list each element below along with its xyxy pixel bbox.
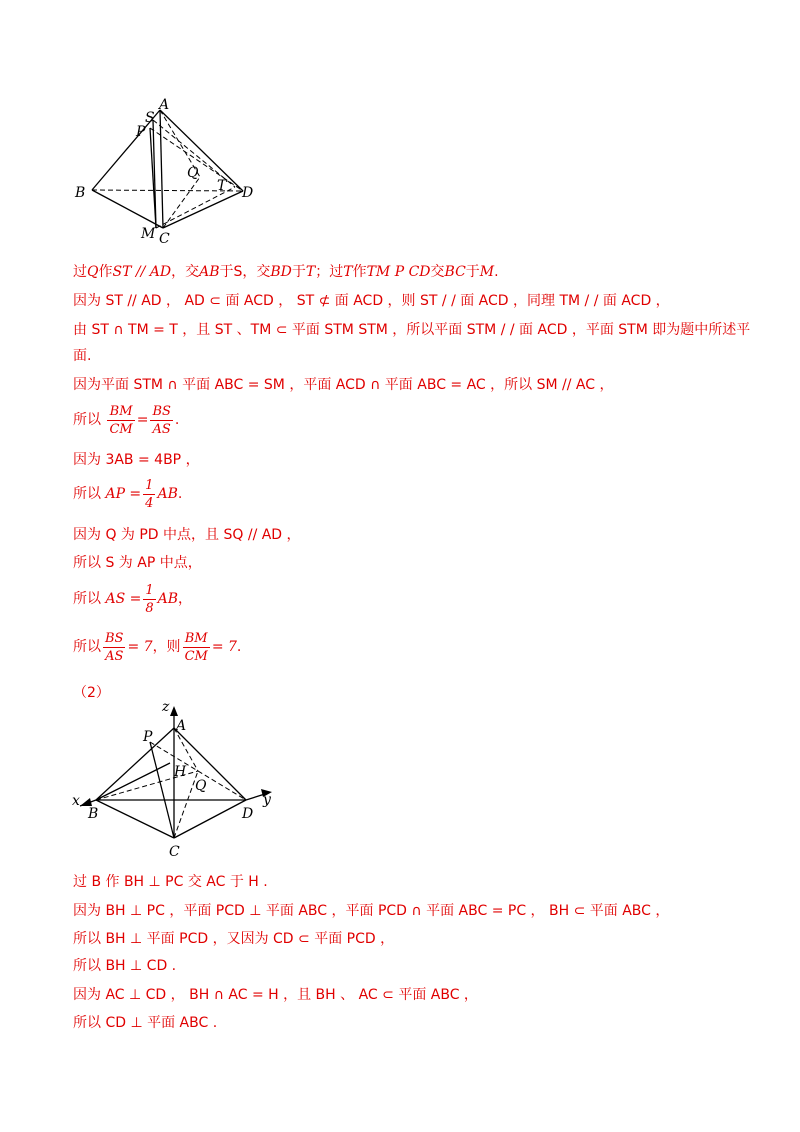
fig1-label-p: P: [136, 124, 146, 140]
fig1-label-c: C: [159, 231, 170, 247]
part2-line-5: 因为 AC ⊥ CD ， BH ∩ AC = H ，且 BH 、 AC ⊂ 平面 ABC ，: [73, 987, 478, 1003]
fig2-label-b: B: [88, 806, 99, 822]
text: .: [177, 486, 183, 502]
fraction: [143, 477, 155, 512]
fig2-label-q: Q: [195, 778, 207, 794]
math: M: [479, 264, 495, 280]
fig2-label-a: A: [176, 718, 187, 734]
math: AB: [157, 486, 178, 502]
figure-1-tetrahedron: [70, 95, 270, 250]
text: 所以: [73, 639, 101, 655]
fraction: [150, 403, 172, 438]
part1-line-7: 因为 3AB = 4BP ，: [73, 452, 200, 468]
part1-line-10: 所以 S 为 AP 中点，: [73, 555, 202, 571]
fig2-label-h: H: [174, 764, 187, 780]
denominator: 8: [145, 600, 154, 616]
fig1-label-b: B: [75, 185, 86, 201]
fraction: [107, 403, 134, 438]
text: 作: [352, 264, 367, 280]
fig1-label-t: T: [217, 178, 227, 194]
numerator: BS: [152, 403, 171, 419]
text: ，: [178, 591, 193, 607]
fig1-label-s: S: [145, 110, 155, 126]
math: AS =: [105, 591, 142, 607]
part1-line-5: 因为平面 STM ∩ 平面 ABC = SM ，平面 ACD ∩ 平面 ABC = AC ，所以 SM // AC ，: [73, 377, 614, 393]
text: 所以: [73, 486, 101, 502]
denominator: CM: [184, 648, 208, 664]
fig2-label-p: P: [143, 729, 153, 745]
math: = 7: [211, 639, 237, 655]
text: 于: [291, 264, 306, 280]
part1-line-12: [73, 628, 241, 666]
text: 交: [430, 264, 445, 280]
part1-line-2: 因为 ST // AD ， AD ⊂ 面 ACD ， ST ⊄ 面 ACD ，则 ST / / 面 ACD ，同理 TM / / 面 ACD ，: [73, 293, 670, 309]
part2-line-2: 因为 BH ⊥ PC ，平面 PCD ⊥ 平面 ABC ，平面 PCD ∩ 平面 ABC = PC ， BH ⊂ 平面 ABC ，: [73, 903, 670, 919]
text: =: [136, 412, 149, 428]
text: 所以: [73, 591, 101, 607]
text: 于: [219, 264, 234, 280]
numerator: 1: [145, 582, 154, 598]
numerator: 1: [145, 477, 154, 493]
part1-line-9: 因为 Q 为 PD 中点，且 SQ // AD ，: [73, 527, 301, 543]
math: TM P CD: [366, 264, 431, 280]
math: T: [343, 264, 353, 280]
part1-line-6: [73, 401, 179, 439]
math: BC: [444, 264, 466, 280]
fig2-label-d: D: [242, 806, 254, 822]
part1-line-8: [73, 475, 182, 513]
text: .: [236, 639, 242, 655]
part1-line-4: 面.: [73, 348, 92, 364]
part2-label: （2）: [73, 685, 110, 701]
part1-line-11: [73, 580, 192, 618]
denominator: 4: [145, 495, 154, 511]
figure-2-coordinate-tetrahedron: [70, 698, 285, 863]
part1-line-3: 由 ST ∩ TM = T ，且 ST 、TM ⊂ 平面 STM STM ，所以平面 STM / / 面 ACD ，平面 STM 即为题中所述平: [73, 322, 751, 338]
math: AP =: [105, 486, 142, 502]
denominator: AS: [152, 421, 171, 437]
part1-line-1: [73, 262, 499, 282]
fig1-label-a: A: [159, 97, 170, 113]
denominator: AS: [105, 648, 124, 664]
part2-line-1: 过 B 作 BH ⊥ PC 交 AC 于 H .: [73, 874, 268, 890]
fig1-label-q: Q: [187, 165, 199, 181]
text: 过: [73, 264, 87, 280]
math: AB: [199, 264, 220, 280]
text: 所以: [73, 412, 101, 428]
text: 于: [465, 264, 480, 280]
fig2-label-x: x: [72, 793, 80, 809]
text: ，则: [152, 639, 181, 655]
text: .: [174, 412, 180, 428]
fraction: [103, 630, 125, 665]
text: .: [494, 264, 499, 280]
text: S: [233, 264, 243, 280]
numerator: BM: [183, 630, 210, 648]
part2-line-3: 所以 BH ⊥ 平面 PCD ，又因为 CD ⊂ 平面 PCD ，: [73, 931, 395, 947]
fraction: [143, 582, 155, 617]
part2-line-6: 所以 CD ⊥ 平面 ABC .: [73, 1015, 218, 1031]
math: AB: [157, 591, 179, 607]
math: = 7: [127, 639, 153, 655]
fig2-label-z: z: [162, 699, 170, 715]
fig1-label-d: D: [242, 185, 254, 201]
text: ，交: [242, 264, 271, 280]
numerator: BS: [105, 630, 124, 646]
math: Q: [87, 264, 99, 280]
fig2-label-c: C: [169, 844, 180, 860]
denominator: CM: [109, 421, 133, 437]
text: ，交: [171, 264, 200, 280]
part2-line-4: 所以 BH ⊥ CD .: [73, 958, 177, 974]
text: 作: [98, 264, 113, 280]
math: T: [305, 264, 316, 280]
math: BD: [270, 264, 292, 280]
numerator: BM: [107, 403, 134, 421]
text: ；过: [315, 264, 344, 280]
fig2-label-y: y: [263, 792, 271, 808]
math: ST // AD: [112, 264, 172, 280]
fraction: [183, 630, 210, 665]
fig1-label-m: M: [141, 226, 156, 242]
